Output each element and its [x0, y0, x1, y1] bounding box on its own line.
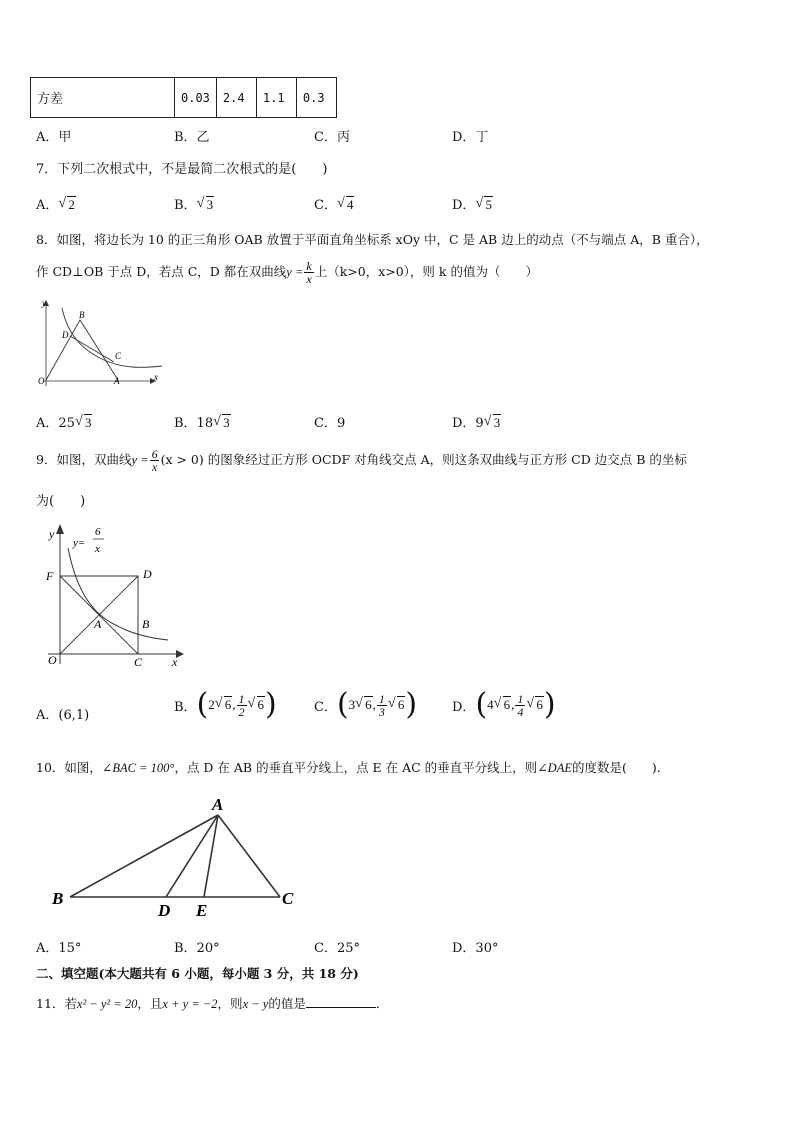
q8-fig-a: A [114, 376, 120, 386]
q11-stem: 11．若x² − y² = 20，且x + y = −2，则x − y的值是 ． [36, 996, 389, 1011]
q9-option-c: C． ( 3 √ 6 , $\frac{1}{3}$ √ 6 ) [314, 690, 417, 720]
q7-option-c: C．√ 4 [314, 194, 354, 213]
q8-fig-c: C [115, 351, 122, 361]
q9-stem-line1: 9．如图，双曲线y = $\frac{6}{x}$ (x > 0) 的图象经过正方形 OCDF 对角线交点 A，则这条双曲线与正方形 CD 边交点 B 的坐标 [36, 447, 687, 474]
q10-fig-b: B [52, 889, 64, 908]
q9-fig-c: C [134, 655, 143, 669]
q9-option-b: B． ( 2 √ 6 , $\frac{1}{2}$ √ 6 ) [174, 690, 277, 720]
q9-option-d: D． ( 4 √ 6 , $\frac{1}{4}$ √ 6 ) [452, 690, 556, 720]
q8-fig-x: x [154, 372, 158, 382]
table-cell: 0.3 [296, 78, 336, 118]
q10-option-a: A．15° [36, 941, 82, 956]
q8-figure [34, 296, 166, 388]
q10-stem: 10．如图，∠BAC = 100°，点 D 在 AB 的垂直平分线上，点 E 在 AC 的垂直平分线上，则∠DAE的度数是( ). [36, 760, 661, 775]
q10-option-d: D．30° [452, 941, 499, 956]
q6-option-b: B．乙 [174, 130, 210, 145]
variance-table [30, 77, 337, 118]
q10-option-c: C．25° [314, 941, 360, 956]
q9-fig-f: F [46, 569, 54, 583]
q7-option-d: D．√ 5 [452, 194, 493, 213]
q10-fig-c: C [282, 889, 294, 908]
q9-fig-b: B [142, 617, 150, 631]
q9-fig-x: x [172, 655, 178, 669]
q7-option-b: B．√ 3 [174, 194, 214, 213]
q8-option-c: C．9 [314, 416, 346, 431]
q9-figure [40, 518, 190, 670]
q6-option-a: A．甲 [36, 130, 72, 145]
q10-fig-e: E [196, 901, 208, 920]
table-row-label: 方差 [31, 78, 175, 118]
table-cell: 1.1 [256, 78, 296, 118]
q7-stem: 7．下列二次根式中，不是最简二次根式的是( ) [36, 162, 328, 177]
q10-fig-d: D [158, 901, 171, 920]
q8-stem-line2: 作 CD⊥OB 于点 D，若点 C，D 都在双曲线y = $\frac{k}{x}$ 上（k>0，x>0），则 k 的值为（ ） [36, 259, 538, 286]
q9-fig-den: x [95, 543, 100, 555]
q9-fig-num: 6 [95, 526, 101, 538]
answer-blank[interactable] [306, 995, 376, 1008]
q8-fig-o: O [38, 376, 45, 386]
q6-option-d: D．丁 [452, 130, 489, 145]
q9-fig-eq: y= [73, 537, 86, 549]
q10-fig-a: A [212, 795, 224, 814]
q8-option-d: D．9√ 3 [452, 412, 501, 431]
q8-fig-b: B [79, 310, 85, 320]
q9-fig-d: D [143, 567, 152, 581]
q9-fig-y: y [49, 527, 55, 541]
q8-fig-d: D [62, 330, 69, 340]
q8-option-a: A．25√ 3 [36, 412, 92, 431]
q7-option-a: A．√ 2 [36, 194, 76, 213]
q9-fig-a: A [94, 617, 102, 631]
q8-stem-line1: 8．如图，将边长为 10 的正三角形 OAB 放置于平面直角坐标系 xOy 中，C 是 AB 边上的动点（不与端点 A，B 重合）， [36, 232, 709, 247]
q8-option-b: B．18√ 3 [174, 412, 231, 431]
section-heading: 二、填空题(本大题共有 6 小题，每小题 3 分，共 18 分) [36, 966, 359, 981]
q10-figure [46, 790, 306, 920]
q9-option-a: A．(6,1) [36, 708, 90, 723]
table-cell: 2.4 [216, 78, 256, 118]
table-cell: 0.03 [175, 78, 217, 118]
table-row [31, 78, 337, 118]
q9-fig-o: O [48, 653, 57, 667]
q6-option-c: C．丙 [314, 130, 350, 145]
q10-option-b: B．20° [174, 941, 220, 956]
q9-stem-line2: 为( ) [36, 494, 86, 509]
q8-fig-y: y [42, 298, 46, 308]
